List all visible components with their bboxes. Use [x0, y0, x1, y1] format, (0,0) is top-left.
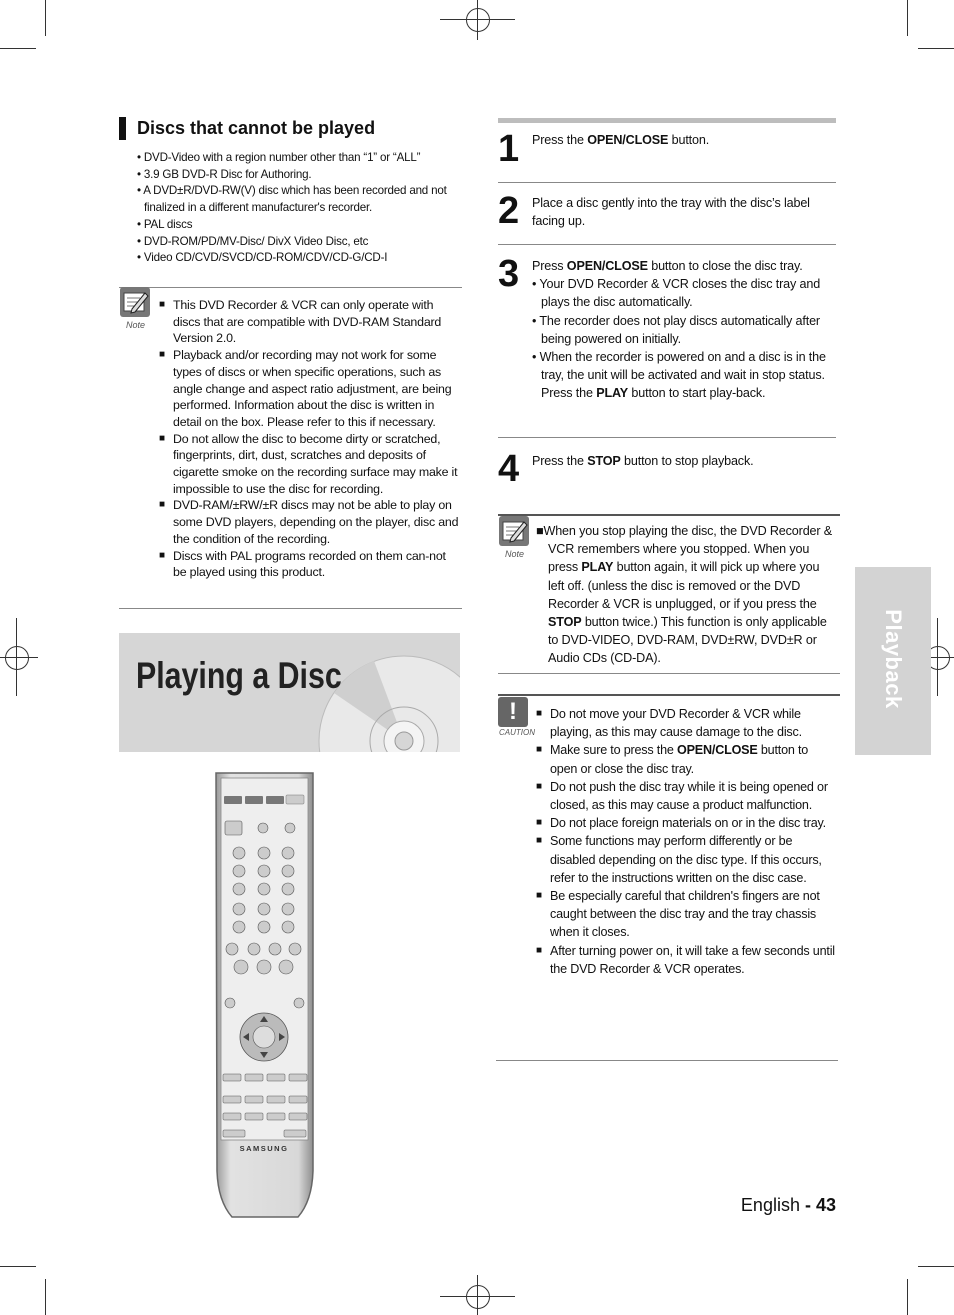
header-bar — [498, 118, 836, 123]
list-item: ■ Make sure to press the OPEN/CLOSE button to open or close the disc tray. — [536, 741, 836, 777]
step-number: 3 — [498, 253, 520, 295]
divider — [119, 608, 462, 609]
caution-exclamation-icon: ! — [498, 697, 528, 727]
list-item: • DVD-ROM/PD/MV-Disc/ DivX Video Disc, etc — [137, 234, 369, 248]
step-1-text: Press the OPEN/CLOSE button. — [532, 133, 710, 147]
list-item: • Video CD/CVD/SVCD/CD-ROM/CDV/CD-G/CD-I — [137, 251, 388, 265]
list-item: ■ DVD-RAM/±RW/±R discs may not be able to play on some DVD players, depending on the player, disc and the condition of the recording. — [159, 497, 461, 547]
step-number: 1 — [498, 128, 520, 170]
divider — [498, 694, 840, 696]
note-list — [159, 297, 461, 581]
divider — [498, 673, 840, 674]
divider — [498, 514, 840, 516]
list-item: ■ Playback and/or recording may not work for some types of discs or when specific operations, such as angle change and aspect ratio adjustment, are being performed. Information about the disc is written in detail on the box. Please refer to this if necessary. — [159, 347, 461, 431]
divider — [498, 182, 836, 183]
note-label: Note — [126, 320, 146, 330]
divider — [498, 437, 836, 438]
list-item: • A DVD±R/DVD-RW(V) disc which has been recorded and not finalized in a different manufacturer's recorder. — [137, 184, 447, 215]
list-item: ■ Do not allow the disc to become dirty or scratched, fingerprints, dirt, dust, scratches and deposits of cigarette smoke on the recording surface may make it impossible to use the disc for recording. — [159, 431, 461, 498]
list-item: • 3.9 GB DVD-R Disc for Authoring. — [137, 167, 312, 181]
list-item: ■ Do not place foreign materials on or in the disc tray. — [536, 814, 836, 832]
step-number: 2 — [498, 190, 520, 232]
list-item: ■ Discs with PAL programs recorded on them can-not be played using this product. — [159, 548, 461, 581]
note-pencil-icon — [499, 516, 529, 546]
note-right-text: ■When you stop playing the disc, the DVD Recorder & VCR remembers where you stopped. When you press PLAY button again, it will pick up where you left off. (unless the disc is removed or the DVD Recorder & VCR is unplugged, or if you press the STOP button twice.) This function is only applicable to DVD-VIDEO, DVD-RAM, DVD±RW, DVD±R or Audio CDs (CD-DA). — [536, 524, 833, 666]
caution-list — [536, 705, 836, 978]
chapter-side-tab-label: Playback — [881, 609, 906, 709]
divider — [496, 1060, 838, 1061]
list-item: ■ Be especially careful that children's fingers are not caught between the disc tray and the tray chassis when it closes. — [536, 887, 836, 942]
chapter-title: Playing a Disc — [136, 655, 342, 696]
list-item: ■ Do not move your DVD Recorder & VCR while playing, as this may cause damage to the disc. — [536, 705, 836, 741]
step-3-text: Press OPEN/CLOSE button to close the disc tray. • Your DVD Recorder & VCR closes the disc tray and plays the disc automatically. • The recorder does not play discs automatically after being powered on initially. • When the recorder is powered on and a disc is in the tray, the unit will be activated and wait in stop status. Press the PLAY button to start play-back. — [532, 259, 826, 401]
step-2-text: Place a disc gently into the tray with the disc’s label facing up. — [532, 196, 810, 229]
list-item: ■ Do not push the disc tray while it is being opened or closed, as this may cause a product malfunction. — [536, 778, 836, 814]
divider — [119, 287, 462, 288]
remote-control-illustration — [214, 771, 315, 1218]
list-item: ■ This DVD Recorder & VCR can only operate with discs that are compatible with DVD-RAM Standard Version 2.0. — [159, 297, 461, 347]
caution-label: CAUTION — [499, 728, 535, 737]
chapter-banner — [119, 633, 460, 752]
divider — [498, 244, 836, 245]
remote-brand: SAMSUNG — [239, 1144, 289, 1153]
page-number: English - 43 — [740, 1195, 836, 1215]
list-item: ■ After turning power on, it will take a few seconds until the DVD Recorder & VCR operates. — [536, 942, 836, 978]
list-item: ■ Some functions may perform differently or be disabled depending on the disc type. If this occurs, refer to the instructions written on the disc case. — [536, 832, 836, 887]
step-4-text: Press the STOP button to stop playback. — [532, 454, 754, 468]
step-number: 4 — [498, 448, 520, 490]
list-item: • PAL discs — [137, 217, 193, 231]
section-title: Discs that cannot be played — [137, 118, 376, 138]
discs-bullet-list — [137, 150, 462, 267]
note-pencil-icon — [120, 287, 150, 317]
note-label: Note — [505, 549, 525, 559]
list-item: • DVD-Video with a region number other than “1” or “ALL” — [137, 151, 421, 164]
section-marker — [119, 117, 126, 140]
